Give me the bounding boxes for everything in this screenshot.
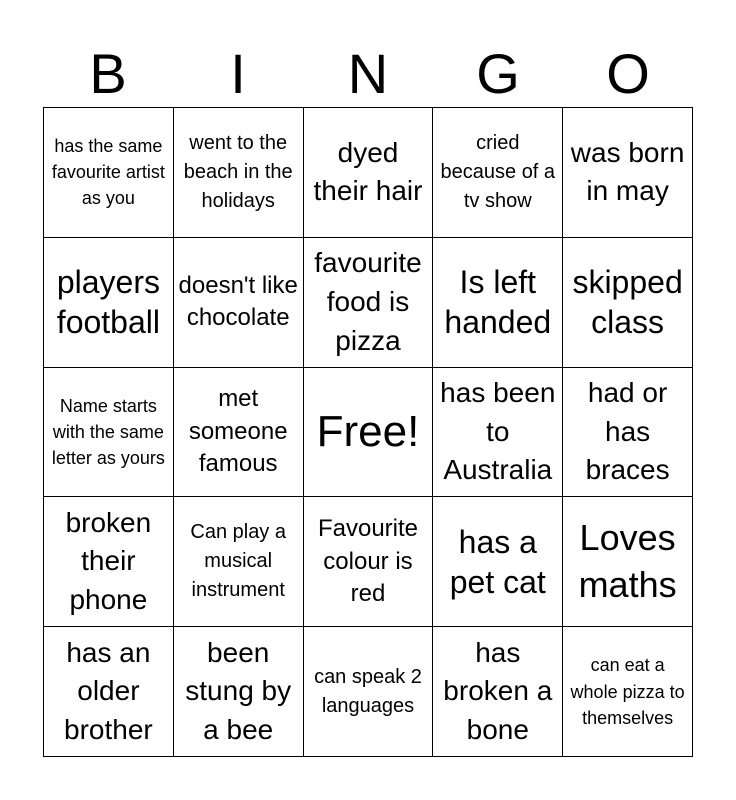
header-letter-b: B [89,42,127,105]
bingo-cell[interactable] [304,627,434,757]
header-letter-g: G [476,42,520,105]
bingo-cell[interactable] [174,368,304,498]
bingo-cell[interactable] [174,108,304,238]
bingo-cell[interactable] [433,238,563,368]
bingo-board [43,107,693,757]
bingo-cell-text: players football [56,264,160,341]
bingo-cell-text: dyed their hair [313,136,423,207]
bingo-cell[interactable] [44,108,174,238]
bingo-cell[interactable] [304,238,434,368]
bingo-cell[interactable] [433,627,563,757]
header-letter-i: I [230,42,246,105]
free-space-text: Free! [316,406,420,456]
bingo-cell-text: has the same favourite artist as you [51,136,165,209]
bingo-cell-text: can eat a whole pizza to themselves [570,655,685,728]
bingo-cell[interactable] [563,497,693,627]
bingo-cell[interactable] [174,627,304,757]
bingo-cell[interactable] [44,497,174,627]
bingo-cell-text: Name starts with the same letter as yours [51,395,165,469]
bingo-cell-text: Loves maths [578,516,677,605]
header-letter-n: N [347,42,389,105]
bingo-cell[interactable] [304,497,434,627]
bingo-cell-text: doesn't like chocolate [178,271,298,332]
bingo-cell-text: has been to Australia [440,377,556,486]
bingo-cell-text: had or has braces [585,377,670,486]
bingo-cell[interactable] [563,108,693,238]
bingo-cell-text: broken their phone [65,506,152,616]
bingo-cell-text: has an older brother [64,636,153,745]
bingo-cell-text: met someone famous [188,385,288,478]
bingo-header [43,40,693,108]
bingo-cell[interactable] [44,627,174,757]
bingo-cell[interactable] [433,368,563,498]
bingo-cell-text: Can play a musical instrument [190,521,286,602]
bingo-cell[interactable] [174,238,304,368]
bingo-cell-text: was born in may [570,136,685,207]
bingo-cell-text: been stung by a bee [185,636,292,745]
header-letter-o: O [606,42,650,105]
bingo-cell-text: cried because of a tv show [440,131,556,212]
bingo-cell[interactable] [563,368,693,498]
bingo-cell[interactable] [563,238,693,368]
bingo-cell-text: has a pet cat [449,523,546,600]
bingo-cell[interactable] [304,108,434,238]
bingo-cell[interactable] [44,368,174,498]
bingo-cell-text: Favourite colour is red [317,515,419,607]
bingo-cell-text: has broken a bone [443,636,553,745]
bingo-cell[interactable] [433,497,563,627]
bingo-cell[interactable] [174,497,304,627]
bingo-cell-text: favourite food is pizza [314,247,422,356]
bingo-cell[interactable] [563,627,693,757]
free-space-cell[interactable] [304,368,434,498]
bingo-cell[interactable] [44,238,174,368]
bingo-cell-text: skipped class [572,264,683,341]
bingo-cell[interactable] [433,108,563,238]
bingo-cell-text: Is left handed [444,264,552,341]
bingo-cell-text: went to the beach in the holidays [183,131,293,212]
bingo-cell-text: can speak 2 languages [314,665,422,717]
